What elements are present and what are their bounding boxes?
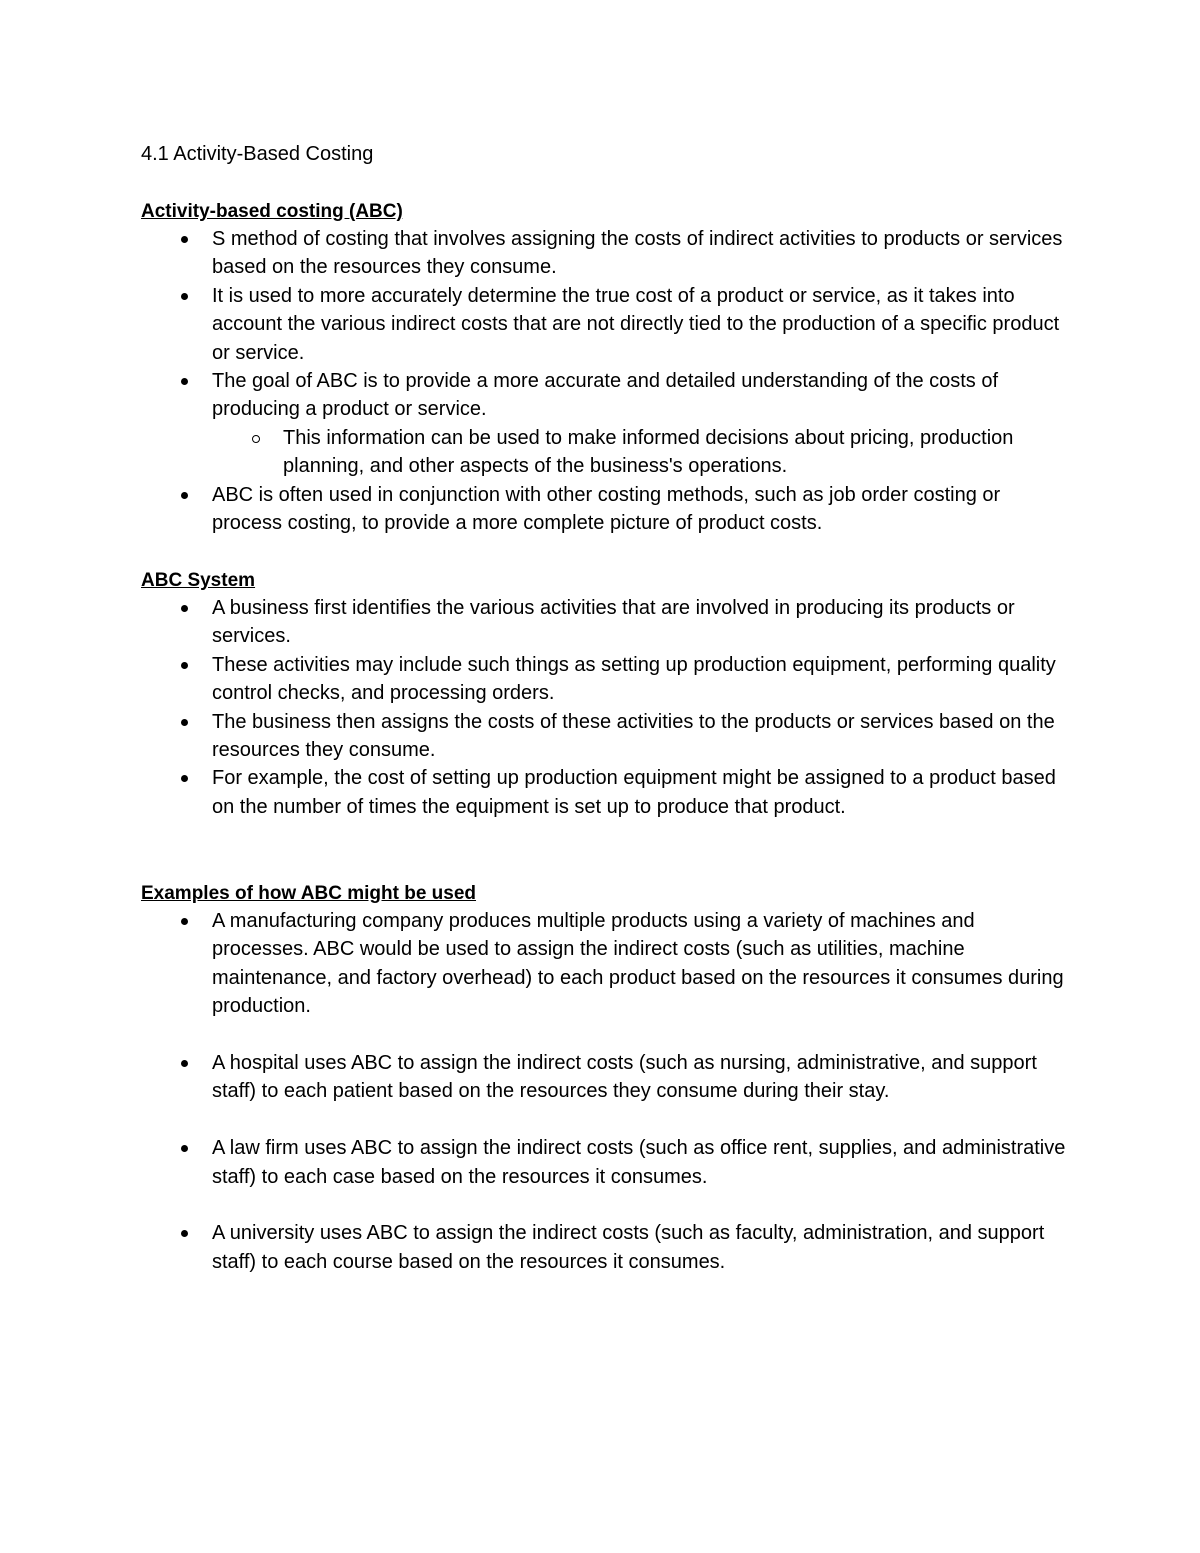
list-item-text: It is used to more accurately determine the true cost of a product or service, as it takes into account the various indirect costs that are not directly tied to the production of a specific product or service. — [212, 284, 1060, 364]
hollow-bullet-icon — [252, 435, 260, 443]
list-item — [141, 282, 1071, 367]
document-title: 4.1 Activity-Based Costing — [141, 143, 374, 165]
list-item — [141, 594, 1071, 651]
list-item — [141, 764, 1071, 821]
sub-bullet-list — [212, 424, 1071, 481]
list-item-text: A university uses ABC to assign the indirect costs (such as faculty, administration, and support staff) to each course based on the resources it consumes. — [212, 1222, 1045, 1273]
bullet-icon — [181, 1230, 188, 1237]
bullet-icon — [181, 236, 188, 243]
list-item — [141, 1219, 1071, 1276]
section-heading: Examples of how ABC might be used — [141, 883, 477, 904]
bullet-icon — [181, 775, 188, 782]
sub-list-item-text: This information can be used to make informed decisions about pricing, production planning, and other aspects of the business's operations. — [283, 426, 1014, 478]
list-item — [141, 367, 1071, 481]
list-item-text: A manufacturing company produces multiple products using a variety of machines and processes. ABC would be used to assign the indirect costs (such as utilities, machine maintenance, and factory overhead) to each product based on the resources it consumes during production. — [212, 910, 1064, 1018]
list-item — [141, 907, 1071, 1021]
section-activity-based-costing — [141, 199, 1071, 537]
list-item-text: The business then assigns the costs of these activities to the products or services based on the resources they consume. — [212, 710, 1055, 762]
section-abc-system — [141, 568, 1071, 821]
list-item — [141, 1049, 1071, 1106]
section-examples — [141, 881, 1071, 1276]
list-item — [141, 481, 1071, 538]
section-heading: Activity-based costing (ABC) — [141, 201, 403, 222]
bullet-icon — [181, 605, 188, 612]
sub-list-item — [212, 424, 1071, 481]
section-heading: ABC System — [141, 570, 256, 591]
list-item-text: These activities may include such things as setting up production equipment, performing quality control checks, and processing orders. — [212, 653, 1056, 705]
bullet-icon — [181, 1060, 188, 1067]
bullet-list — [141, 907, 1071, 1276]
list-item-text: For example, the cost of setting up production equipment might be assigned to a product based on the number of times the equipment is set up to produce that product. — [212, 767, 1056, 818]
list-item — [141, 708, 1071, 765]
bullet-list — [141, 594, 1071, 821]
bullet-icon — [181, 662, 188, 669]
list-item — [141, 225, 1071, 282]
list-item-text: A law firm uses ABC to assign the indirect costs (such as office rent, supplies, and administrative staff) to each case based on the resources it consumes. — [212, 1137, 1066, 1188]
bullet-icon — [181, 293, 188, 300]
bullet-list — [141, 225, 1071, 537]
list-item-text: S method of costing that involves assigning the costs of indirect activities to products or services based on the resources they consume. — [212, 228, 1063, 279]
list-item-text: ABC is often used in conjunction with other costing methods, such as job order costing or process costing, to provide a more complete picture of product costs. — [212, 483, 1001, 535]
bullet-icon — [181, 918, 188, 925]
list-item — [141, 651, 1071, 708]
list-item-text: A hospital uses ABC to assign the indirect costs (such as nursing, administrative, and support staff) to each patient based on the resources they consume during their stay. — [212, 1052, 1037, 1103]
bullet-icon — [181, 719, 188, 726]
list-item — [141, 1134, 1071, 1191]
list-item-text: A business first identifies the various activities that are involved in producing its products or services. — [212, 597, 1015, 648]
bullet-icon — [181, 1145, 188, 1152]
bullet-icon — [181, 378, 188, 385]
list-item-text: The goal of ABC is to provide a more accurate and detailed understanding of the costs of producing a product or service. — [212, 370, 999, 421]
bullet-icon — [181, 492, 188, 499]
